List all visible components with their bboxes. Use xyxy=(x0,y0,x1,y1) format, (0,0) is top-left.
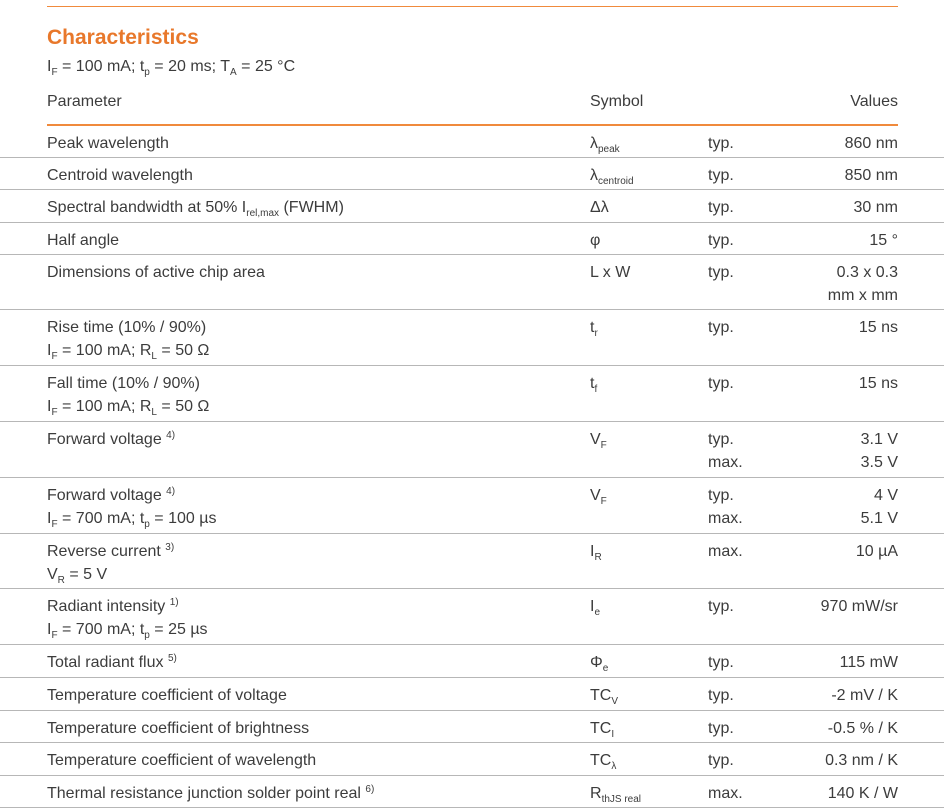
parameter-cell xyxy=(47,749,316,772)
type-cell xyxy=(708,540,743,563)
symbol-text: TC xyxy=(590,752,612,769)
parameter-text: Centroid wavelength xyxy=(47,167,193,184)
symbol-subscript: e xyxy=(602,663,609,674)
condition-subscript: L xyxy=(151,351,157,362)
parameter-cell xyxy=(47,684,287,707)
symbol-text: Φ xyxy=(590,654,603,671)
value-type: typ. xyxy=(708,654,734,671)
condition-text: = 25 µs xyxy=(149,621,208,638)
symbol-subscript: f xyxy=(594,384,598,395)
parameter-name xyxy=(47,261,265,284)
symbol-subscript: I xyxy=(611,729,615,740)
value-text: 970 mW/sr xyxy=(820,598,898,615)
parameter-condition xyxy=(47,563,174,586)
test-conditions xyxy=(47,58,295,76)
parameter-cell xyxy=(47,229,119,252)
condition-subscript: p xyxy=(144,630,150,641)
parameter-name xyxy=(47,540,174,563)
table-header xyxy=(0,90,944,110)
cond-temp-value: = 25 °C xyxy=(236,58,296,75)
table-row xyxy=(0,645,944,678)
symbol-cell xyxy=(590,229,600,252)
parameter-cell xyxy=(47,484,216,530)
parameter-text: Temperature coefficient of wavelength xyxy=(47,752,317,769)
symbol-cell xyxy=(590,595,600,618)
cond-current-value: = 100 mA; t xyxy=(57,58,145,75)
value-type: max. xyxy=(708,785,743,802)
value-text: 30 nm xyxy=(853,199,898,216)
parameter-cell xyxy=(47,651,177,674)
parameter-name xyxy=(47,717,309,740)
parameter-cell xyxy=(47,316,209,362)
condition-subscript: F xyxy=(51,519,58,530)
value-cell xyxy=(861,484,898,530)
condition-text: = 100 µs xyxy=(149,510,217,527)
condition-symbol: I xyxy=(47,621,52,638)
symbol-subscript: peak xyxy=(598,144,620,155)
type-cell xyxy=(708,372,734,395)
value-type: max. xyxy=(708,454,743,471)
symbol-subscript: F xyxy=(600,496,607,507)
cond-pulse-value: = 20 ms; T xyxy=(149,58,231,75)
symbol-cell xyxy=(590,261,630,284)
condition-subscript: p xyxy=(144,519,150,530)
type-cell xyxy=(708,229,734,252)
symbol-text: TC xyxy=(590,720,612,737)
table-row xyxy=(0,678,944,711)
parameter-name xyxy=(47,316,209,339)
parameter-cell xyxy=(47,164,193,187)
parameter-text: Spectral bandwidth at 50% I xyxy=(47,199,247,216)
parameter-text: Rise time (10% / 90%) xyxy=(47,319,207,336)
value-cell xyxy=(828,782,898,805)
symbol-subscript: R xyxy=(594,552,602,563)
symbol-text: V xyxy=(590,487,601,504)
type-cell xyxy=(708,261,734,284)
parameter-cell xyxy=(47,372,209,418)
type-cell xyxy=(708,782,743,805)
cond-current-sub: F xyxy=(51,67,58,78)
condition-symbol: I xyxy=(47,510,52,527)
value-cell xyxy=(856,540,898,563)
header-symbol: Symbol xyxy=(590,93,644,110)
table-row xyxy=(0,190,944,223)
parameter-name xyxy=(47,684,287,707)
parameter-condition xyxy=(47,507,216,530)
symbol-subscript: λ xyxy=(611,761,617,772)
header-values: Values xyxy=(850,93,898,110)
value-type: typ. xyxy=(708,752,734,769)
value-type: typ. xyxy=(708,375,734,392)
parameter-name xyxy=(47,229,119,252)
table-row xyxy=(0,158,944,190)
value-text: 0.3 x 0.3 xyxy=(836,264,898,281)
symbol-text: φ xyxy=(590,232,601,249)
value-cell xyxy=(854,196,898,219)
parameter-condition xyxy=(47,395,209,418)
value-cell xyxy=(840,651,898,674)
type-cell xyxy=(708,595,734,618)
value-cell xyxy=(859,372,898,395)
value-cell xyxy=(821,595,898,618)
symbol-cell xyxy=(590,749,616,772)
parameter-cell xyxy=(47,782,374,805)
parameter-name xyxy=(47,749,316,772)
table-row xyxy=(0,255,944,310)
symbol-cell xyxy=(590,372,597,395)
parameter-name xyxy=(47,196,344,219)
symbol-text: λ xyxy=(590,167,598,184)
parameter-text: Reverse current xyxy=(47,543,161,560)
type-cell xyxy=(708,749,734,772)
table-row xyxy=(0,422,944,478)
type-cell xyxy=(708,164,734,187)
symbol-cell xyxy=(590,316,598,339)
footnote-ref: 4) xyxy=(166,486,176,497)
condition-text: = 5 V xyxy=(64,566,108,583)
symbol-subscript: V xyxy=(611,696,618,707)
value-text: -0.5 % / K xyxy=(827,720,898,737)
parameter-text: Temperature coefficient of brightness xyxy=(47,720,310,737)
parameter-text: Fall time (10% / 90%) xyxy=(47,375,200,392)
parameter-cell xyxy=(47,717,309,740)
top-rule xyxy=(47,6,898,7)
symbol-text: V xyxy=(590,431,601,448)
parameter-cell xyxy=(47,540,174,586)
value-text: 850 nm xyxy=(844,167,898,184)
condition-text: = 50 Ω xyxy=(156,342,210,359)
symbol-text: t xyxy=(590,375,595,392)
parameter-name xyxy=(47,484,216,507)
parameter-name xyxy=(47,164,193,187)
type-cell xyxy=(708,684,734,707)
symbol-text: R xyxy=(590,785,602,802)
symbol-text: I xyxy=(590,598,595,615)
parameter-text: Dimensions of active chip area xyxy=(47,264,265,281)
value-type: typ. xyxy=(708,431,734,448)
symbol-subscript: thJS real xyxy=(601,794,642,805)
parameter-condition xyxy=(47,618,208,641)
table-row xyxy=(0,126,944,158)
symbol-cell xyxy=(590,782,641,805)
parameter-name xyxy=(47,372,209,395)
value-text: -2 mV / K xyxy=(831,687,898,704)
value-text: 15 ns xyxy=(858,375,898,392)
value-type: typ. xyxy=(708,199,734,216)
type-cell xyxy=(708,651,734,674)
type-cell xyxy=(708,484,743,530)
symbol-cell xyxy=(590,428,607,451)
value-type: max. xyxy=(708,543,743,560)
type-cell xyxy=(708,196,734,219)
symbol-subscript: F xyxy=(600,440,607,451)
parameter-text: Forward voltage xyxy=(47,487,162,504)
value-type: typ. xyxy=(708,720,734,737)
value-cell xyxy=(831,684,898,707)
value-type: typ. xyxy=(708,264,734,281)
parameter-text: Half angle xyxy=(47,232,120,249)
value-text: 3.5 V xyxy=(860,454,898,471)
value-text: 15 ns xyxy=(858,319,898,336)
condition-subscript: F xyxy=(51,407,58,418)
characteristics-table xyxy=(0,126,944,808)
parameter-cell xyxy=(47,196,344,219)
condition-symbol: I xyxy=(47,398,52,415)
parameter-text: Total radiant flux xyxy=(47,654,164,671)
footnote-ref: 6) xyxy=(365,784,375,795)
value-type: typ. xyxy=(708,232,734,249)
condition-text: = 700 mA; t xyxy=(57,621,145,638)
symbol-cell xyxy=(590,484,607,507)
condition-subscript: L xyxy=(151,407,157,418)
value-type: typ. xyxy=(708,487,734,504)
table-row xyxy=(0,366,944,422)
symbol-text: λ xyxy=(590,135,598,152)
parameter-name xyxy=(47,595,208,618)
symbol-cell xyxy=(590,717,614,740)
cond-current-symbol: I xyxy=(47,58,52,75)
type-cell xyxy=(708,717,734,740)
value-text: 0.3 nm / K xyxy=(825,752,898,769)
condition-text: = 100 mA; R xyxy=(57,342,152,359)
parameter-name xyxy=(47,132,169,155)
value-type: typ. xyxy=(708,598,734,615)
parameter-text: Thermal resistance junction solder point real xyxy=(47,785,361,802)
section-title: Characteristics xyxy=(47,26,199,49)
value-text: 15 ° xyxy=(869,232,898,249)
value-cell xyxy=(859,316,898,339)
symbol-cell xyxy=(590,651,608,674)
symbol-cell xyxy=(590,196,609,219)
table-row xyxy=(0,478,944,534)
condition-text: = 700 mA; t xyxy=(57,510,145,527)
table-row xyxy=(0,776,944,808)
table-row xyxy=(0,589,944,645)
cond-pulse-sub: p xyxy=(144,67,150,78)
footnote-ref: 3) xyxy=(165,542,175,553)
parameter-cell xyxy=(47,261,265,284)
value-cell xyxy=(845,164,898,187)
parameter-name xyxy=(47,782,374,805)
value-type: max. xyxy=(708,510,743,527)
condition-symbol: V xyxy=(47,566,58,583)
symbol-text: I xyxy=(590,543,595,560)
symbol-cell xyxy=(590,164,634,187)
table-row xyxy=(0,743,944,776)
value-cell xyxy=(845,132,898,155)
footnote-ref: 1) xyxy=(169,597,179,608)
cond-temp-sub: A xyxy=(230,67,237,78)
value-type: typ. xyxy=(708,135,734,152)
type-cell xyxy=(708,316,734,339)
symbol-cell xyxy=(590,540,602,563)
symbol-text: Δλ xyxy=(590,199,609,216)
table-row xyxy=(0,223,944,255)
parameter-subscript: rel,max xyxy=(246,208,280,219)
condition-text: = 100 mA; R xyxy=(57,398,152,415)
symbol-subscript: e xyxy=(594,607,601,618)
table-row xyxy=(0,310,944,366)
value-text: 4 V xyxy=(873,487,898,504)
symbol-subscript: centroid xyxy=(598,176,634,187)
header-parameter: Parameter xyxy=(47,93,122,110)
value-text: 10 µA xyxy=(855,543,898,560)
parameter-text: Forward voltage xyxy=(47,431,162,448)
value-type: typ. xyxy=(708,167,734,184)
footnote-ref: 5) xyxy=(167,653,177,664)
table-row xyxy=(0,711,944,743)
symbol-text: L x W xyxy=(590,264,631,281)
parameter-condition xyxy=(47,339,209,362)
value-cell xyxy=(861,428,898,474)
value-cell xyxy=(869,229,898,252)
symbol-cell xyxy=(590,684,618,707)
value-text: mm x mm xyxy=(827,287,898,304)
symbol-cell xyxy=(590,132,620,155)
symbol-text: t xyxy=(590,319,595,336)
value-cell xyxy=(828,261,898,307)
type-cell xyxy=(708,428,743,474)
type-cell xyxy=(708,132,734,155)
value-type: typ. xyxy=(708,319,734,336)
parameter-cell xyxy=(47,132,169,155)
parameter-text: Temperature coefficient of voltage xyxy=(47,687,287,704)
footnote-ref: 4) xyxy=(166,430,176,441)
parameter-name xyxy=(47,651,177,674)
condition-subscript: F xyxy=(51,630,58,641)
condition-symbol: I xyxy=(47,342,52,359)
symbol-subscript: r xyxy=(594,328,598,339)
value-text: 5.1 V xyxy=(860,510,898,527)
parameter-tail: (FWHM) xyxy=(279,199,344,216)
parameter-cell xyxy=(47,428,175,451)
symbol-text: TC xyxy=(590,687,612,704)
value-text: 115 mW xyxy=(839,654,898,671)
value-cell xyxy=(828,717,898,740)
condition-subscript: R xyxy=(57,575,65,586)
condition-text: = 50 Ω xyxy=(156,398,210,415)
value-text: 860 nm xyxy=(844,135,898,152)
condition-subscript: F xyxy=(51,351,58,362)
table-row xyxy=(0,534,944,589)
parameter-text: Radiant intensity xyxy=(47,598,170,615)
value-cell xyxy=(825,749,898,772)
value-text: 140 K / W xyxy=(827,785,898,802)
parameter-name xyxy=(47,428,175,451)
value-text: 3.1 V xyxy=(860,431,898,448)
value-type: typ. xyxy=(708,687,734,704)
parameter-text: Peak wavelength xyxy=(47,135,169,152)
parameter-cell xyxy=(47,595,208,641)
